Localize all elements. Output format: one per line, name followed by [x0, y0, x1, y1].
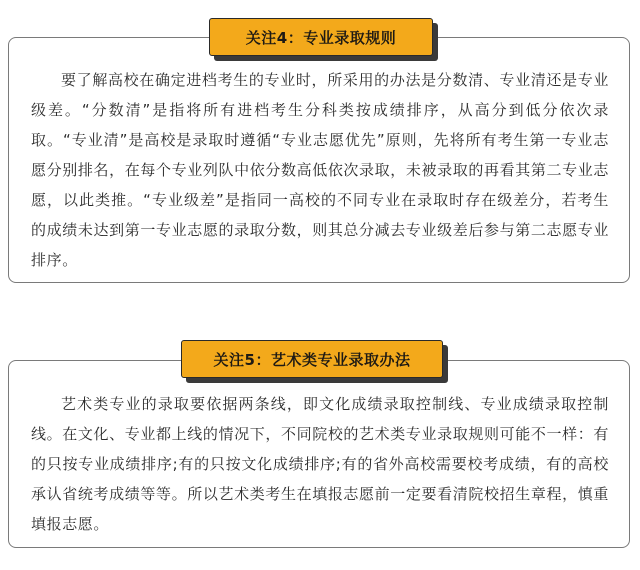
section-panel-art — [8, 360, 630, 548]
section-body-art: 艺术类专业的录取要依据两条线，即文化成绩录取控制线、专业成绩录取控制线。在文化、专业都上线的情况下，不同院校的艺术类专业录取规则可能不一样：有的只按专业成绩排序;有的只按文化成绩排序;有的省外高校需要校考成绩，有的高校承认省统考成绩等等。所以艺术类考生在填报志愿前一定要看清院校招生章程，慎重填报志愿。 — [31, 395, 609, 533]
section-title-rules: 关注4：专业录取规则 — [245, 28, 397, 47]
section-title-art: 关注5：艺术类专业录取办法 — [213, 350, 411, 369]
tab-face — [181, 340, 443, 378]
section-body-rules: 要了解高校在确定进档考生的专业时，所采用的办法是分数清、专业清还是专业级差。“分数清”是指将所有进档考生分科类按成绩排序，从高分到低分依次录取。“专业清”是高校是录取时遵循“专业志愿优先”原则，先将所有考生第一专业志愿分别排名，在每个专业列队中依分数高低依次录取，未被录取的再看其第二专业志愿，以此类推。“专业级差”是指同一高校的不同专业在录取时存在级差分，若考生的成绩未达到第一专业志愿的录取分数，则其总分减去专业级差后参与第二志愿专业排序。 — [31, 71, 609, 269]
section-tab-rules — [209, 18, 433, 56]
tab-face — [209, 18, 433, 56]
section-tab-art — [181, 340, 443, 378]
section-panel-rules — [8, 37, 630, 283]
